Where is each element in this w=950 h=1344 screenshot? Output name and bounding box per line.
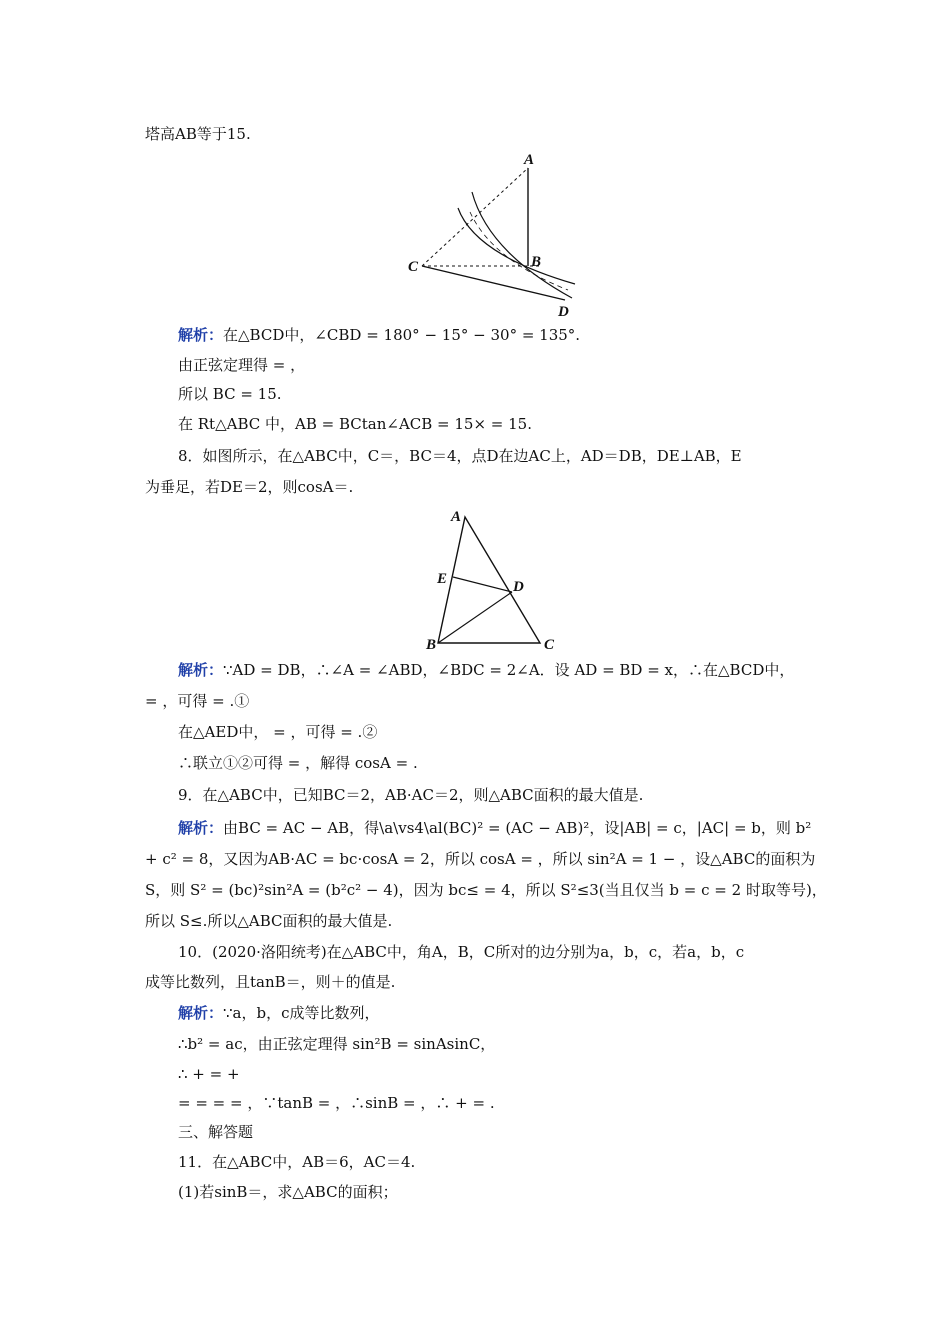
line-8: 解析：∵AD = DB，∴∠A = ∠ABD，∠BDC = 2∠A．设 AD = BD = x，∴在△BCD中， — [178, 661, 795, 679]
figure-2-triangle — [420, 505, 560, 655]
line-17: 10．(2020·洛阳统考)在△ABC中，角A，B，C所对的边分别为a，b，c，若a，b，c — [178, 943, 745, 961]
line-1: 塔高AB等于15. — [145, 125, 251, 143]
line-20: ∴b² = ac，由正弦定理得 sin²B = sinAsinC， — [178, 1035, 496, 1053]
line-19: 解析：∵a，b，c成等比数列， — [178, 1004, 380, 1022]
fig1-label-c: C — [408, 259, 419, 275]
figure-1-tower — [400, 150, 590, 320]
line-13: 解析：由BC = AC − AB，得\a\vs4\al(BC)² = (AC − AB)²，设|AB| = c，|AC| = b，则 b² — [178, 819, 812, 837]
analysis-label: 解析： — [178, 326, 224, 344]
analysis-label: 解析： — [178, 1004, 224, 1022]
line-18: 成等比数列，且tanB＝，则＋的值是. — [145, 973, 396, 991]
line-9: = ，可得 = .① — [145, 692, 250, 710]
line-23: 三、解答题 — [178, 1123, 254, 1141]
line-25: (1)若sinB＝，求△ABC的面积； — [178, 1183, 398, 1201]
line-22: = = = = ，∵tanB = ，∴sinB = ，∴ + = . — [178, 1094, 495, 1112]
line-12: 9．在△ABC中，已知BC＝2，AB·AC＝2，则△ABC面积的最大值是. — [178, 786, 644, 804]
fig2-label-c: C — [544, 637, 555, 653]
line-5: 在 Rt△ABC 中，AB = BCtan∠ACB = 15× = 15. — [178, 415, 532, 433]
line-7: 为垂足，若DE＝2，则cosA＝. — [145, 478, 354, 496]
fig2-label-d: D — [513, 579, 524, 595]
fig2-label-e: E — [437, 571, 448, 587]
line-2: 解析：在△BCD中，∠CBD = 180° − 15° − 30° = 135°. — [178, 326, 581, 344]
fig2-label-a: A — [451, 509, 462, 525]
fig1-label-b: B — [531, 254, 542, 270]
line-16: 所以 S≤.所以△ABC面积的最大值是. — [145, 912, 393, 930]
line-15: S，则 S² = (bc)²sin²A = (b²c² − 4)，因为 bc≤ = 4，所以 S²≤3(当且仅当 b = c = 2 时取等号)， — [145, 881, 827, 899]
line-24: 11．在△ABC中，AB＝6，AC＝4. — [178, 1153, 416, 1171]
fig2-label-b: B — [426, 637, 437, 653]
analysis-label: 解析： — [178, 819, 224, 837]
line-21: ∴ + = + — [178, 1065, 240, 1083]
line-10: 在△AED中， = ，可得 = .② — [178, 723, 378, 741]
line-4: 所以 BC = 15. — [178, 385, 282, 403]
fig1-label-d: D — [558, 304, 569, 320]
analysis-label: 解析： — [178, 661, 224, 679]
line-11: ∴联立①②可得 = ，解得 cosA = . — [178, 754, 418, 772]
line-6: 8．如图所示，在△ABC中，C＝，BC＝4，点D在边AC上，AD＝DB，DE⊥AB，E — [178, 447, 742, 465]
line-14: + c² = 8，又因为AB·AC = bc·cosA = 2，所以 cosA = ，所以 sin²A = 1 − ，设△ABC的面积为 — [145, 850, 816, 868]
line-3: 由正弦定理得 = ， — [178, 356, 306, 374]
fig1-label-a: A — [524, 152, 535, 168]
